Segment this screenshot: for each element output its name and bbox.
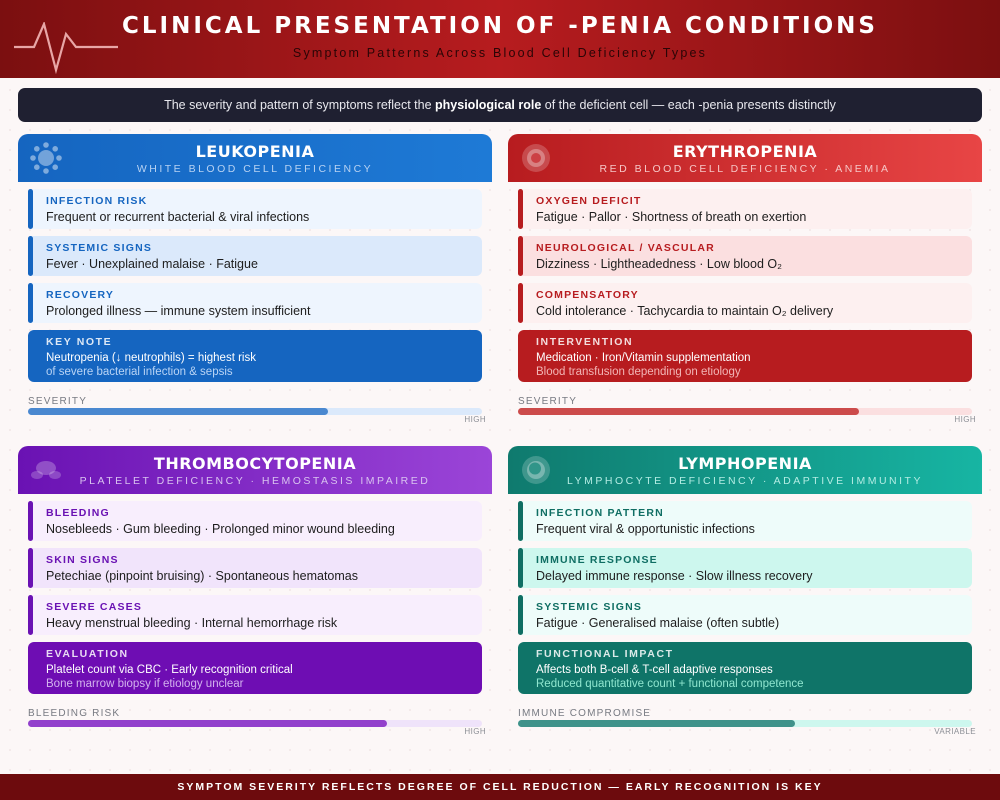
symptom-text: Delayed immune response · Slow illness recovery — [536, 569, 813, 583]
symptom-item — [28, 595, 482, 635]
note-text: Medication · Iron/Vitamin supplementation — [536, 352, 751, 364]
note-label: INTERVENTION — [536, 336, 634, 348]
symptom-item — [28, 548, 482, 588]
immune-compromise-meter — [518, 708, 976, 742]
symptom-text: Fatigue · Pallor · Shortness of breath on exertion — [536, 210, 807, 224]
symptom-text: Frequent or recurrent bacterial & viral infections — [46, 210, 310, 224]
intervention-box — [518, 330, 972, 382]
symptom-label: COMPENSATORY — [536, 289, 639, 301]
accent-bar — [28, 595, 33, 635]
panel-title: THROMBOCYTOPENIA — [153, 454, 357, 473]
panel-header — [18, 446, 492, 494]
page-subtitle: Symptom Patterns Across Blood Cell Deficiency Types — [292, 46, 708, 60]
symptom-item — [28, 501, 482, 541]
symptom-label: SKIN SIGNS — [46, 554, 119, 566]
symptom-label: NEUROLOGICAL / VASCULAR — [536, 242, 715, 254]
accent-bar — [28, 236, 33, 276]
meter-end-label: HIGH — [464, 727, 486, 736]
symptom-text: Dizziness · Lightheadedness · Low blood O₂ — [536, 257, 782, 271]
meter-fill — [518, 408, 859, 415]
meter-label: SEVERITY — [518, 396, 578, 407]
symptom-label: RECOVERY — [46, 289, 115, 301]
accent-bar — [518, 501, 523, 541]
note-subtext: Reduced quantitative count + functional competence — [536, 678, 804, 690]
symptom-label: IMMUNE RESPONSE — [536, 554, 658, 566]
symptom-text: Heavy menstrual bleeding · Internal hemorrhage risk — [46, 616, 338, 630]
evaluation-box — [28, 642, 482, 694]
panel-title: ERYTHROPENIA — [672, 142, 818, 161]
panel-header — [508, 134, 982, 182]
note-subtext: Blood transfusion depending on etiology — [536, 366, 741, 378]
panel-erythropenia — [508, 134, 982, 430]
footer-banner: SYMPTOM SEVERITY REFLECTS DEGREE OF CELL REDUCTION — EARLY RECOGNITION IS KEY — [0, 774, 1000, 800]
accent-bar — [28, 189, 33, 229]
symptom-text: Frequent viral & opportunistic infections — [536, 522, 755, 536]
symptom-label: SEVERE CASES — [46, 601, 143, 613]
meter-label: BLEEDING RISK — [28, 708, 121, 719]
panel-leukopenia — [18, 134, 492, 430]
symptom-item — [518, 501, 972, 541]
accent-bar — [518, 548, 523, 588]
symptom-label: INFECTION RISK — [46, 195, 148, 207]
note-subtext: of severe bacterial infection & sepsis — [46, 366, 233, 378]
meter-label: IMMUNE COMPROMISE — [518, 708, 652, 719]
key-note-box — [28, 330, 482, 382]
symptom-label: INFECTION PATTERN — [536, 507, 664, 519]
symptom-label: BLEEDING — [46, 507, 110, 519]
panel-subtitle: WHITE BLOOD CELL DEFICIENCY — [136, 163, 374, 175]
note-text: Affects both B-cell & T-cell adaptive responses — [536, 664, 773, 676]
symptom-label: SYSTEMIC SIGNS — [536, 601, 643, 613]
accent-bar — [28, 283, 33, 323]
note-label: KEY NOTE — [46, 336, 113, 348]
meter-end-label: HIGH — [464, 415, 486, 424]
severity-meter — [28, 396, 486, 430]
panel-subtitle: PLATELET DEFICIENCY · HEMOSTASIS IMPAIRED — [79, 475, 431, 487]
symptom-item — [518, 548, 972, 588]
meter-track — [518, 720, 972, 727]
accent-bar — [28, 548, 33, 588]
meter-label: SEVERITY — [28, 396, 88, 407]
symptom-item — [518, 189, 972, 229]
bleeding-risk-meter — [28, 708, 486, 742]
intro-text-after: of the deficient cell — each -penia presents distinctly — [541, 98, 836, 112]
symptom-text: Cold intolerance · Tachycardia to maintain O₂ delivery — [536, 304, 834, 318]
accent-bar — [518, 283, 523, 323]
symptom-text: Fever · Unexplained malaise · Fatigue — [46, 257, 258, 271]
symptom-text: Fatigue · Generalised malaise (often subtle) — [536, 616, 780, 630]
intro-text-bold: physiological role — [435, 98, 542, 112]
header-banner — [0, 0, 1000, 78]
severity-meter — [518, 396, 976, 430]
symptom-text: Nosebleeds · Gum bleeding · Prolonged minor wound bleeding — [46, 522, 395, 536]
page-title: CLINICAL PRESENTATION OF -PENIA CONDITIONS — [122, 13, 878, 39]
meter-track — [28, 720, 482, 727]
meter-fill — [518, 720, 795, 727]
symptom-text: Petechiae (pinpoint bruising) · Spontaneous hematomas — [46, 569, 358, 583]
meter-fill — [28, 408, 328, 415]
panel-thrombocytopenia — [18, 446, 492, 742]
symptom-label: SYSTEMIC SIGNS — [46, 242, 153, 254]
symptom-item — [518, 236, 972, 276]
symptom-text: Prolonged illness — immune system insufficient — [46, 304, 311, 318]
meter-track — [28, 408, 482, 415]
note-subtext: Bone marrow biopsy if etiology unclear — [46, 678, 244, 690]
symptom-item — [28, 189, 482, 229]
meter-fill — [28, 720, 387, 727]
intro-text-before: The severity and pattern of symptoms reflect the — [164, 98, 436, 112]
panel-header — [508, 446, 982, 494]
panel-lymphopenia — [508, 446, 982, 742]
meter-end-label: VARIABLE — [934, 727, 976, 736]
panel-title: LYMPHOPENIA — [678, 454, 812, 473]
panel-subtitle: RED BLOOD CELL DEFICIENCY · ANEMIA — [599, 163, 891, 175]
accent-bar — [28, 501, 33, 541]
symptom-label: OXYGEN DEFICIT — [536, 195, 642, 207]
note-text: Neutropenia (↓ neutrophils) = highest risk — [46, 352, 256, 364]
accent-bar — [518, 595, 523, 635]
meter-end-label: HIGH — [954, 415, 976, 424]
panel-title: LEUKOPENIA — [195, 142, 315, 161]
functional-impact-box — [518, 642, 972, 694]
panel-header — [18, 134, 492, 182]
note-label: FUNCTIONAL IMPACT — [536, 648, 674, 660]
note-text: Platelet count via CBC · Early recognition critical — [46, 664, 293, 676]
panel-subtitle: LYMPHOCYTE DEFICIENCY · ADAPTIVE IMMUNITY — [567, 475, 923, 487]
symptom-item — [28, 236, 482, 276]
symptom-item — [28, 283, 482, 323]
accent-bar — [518, 236, 523, 276]
intro-banner — [18, 88, 982, 122]
accent-bar — [518, 189, 523, 229]
symptom-item — [518, 595, 972, 635]
symptom-item — [518, 283, 972, 323]
note-label: EVALUATION — [46, 648, 129, 660]
meter-track — [518, 408, 972, 415]
